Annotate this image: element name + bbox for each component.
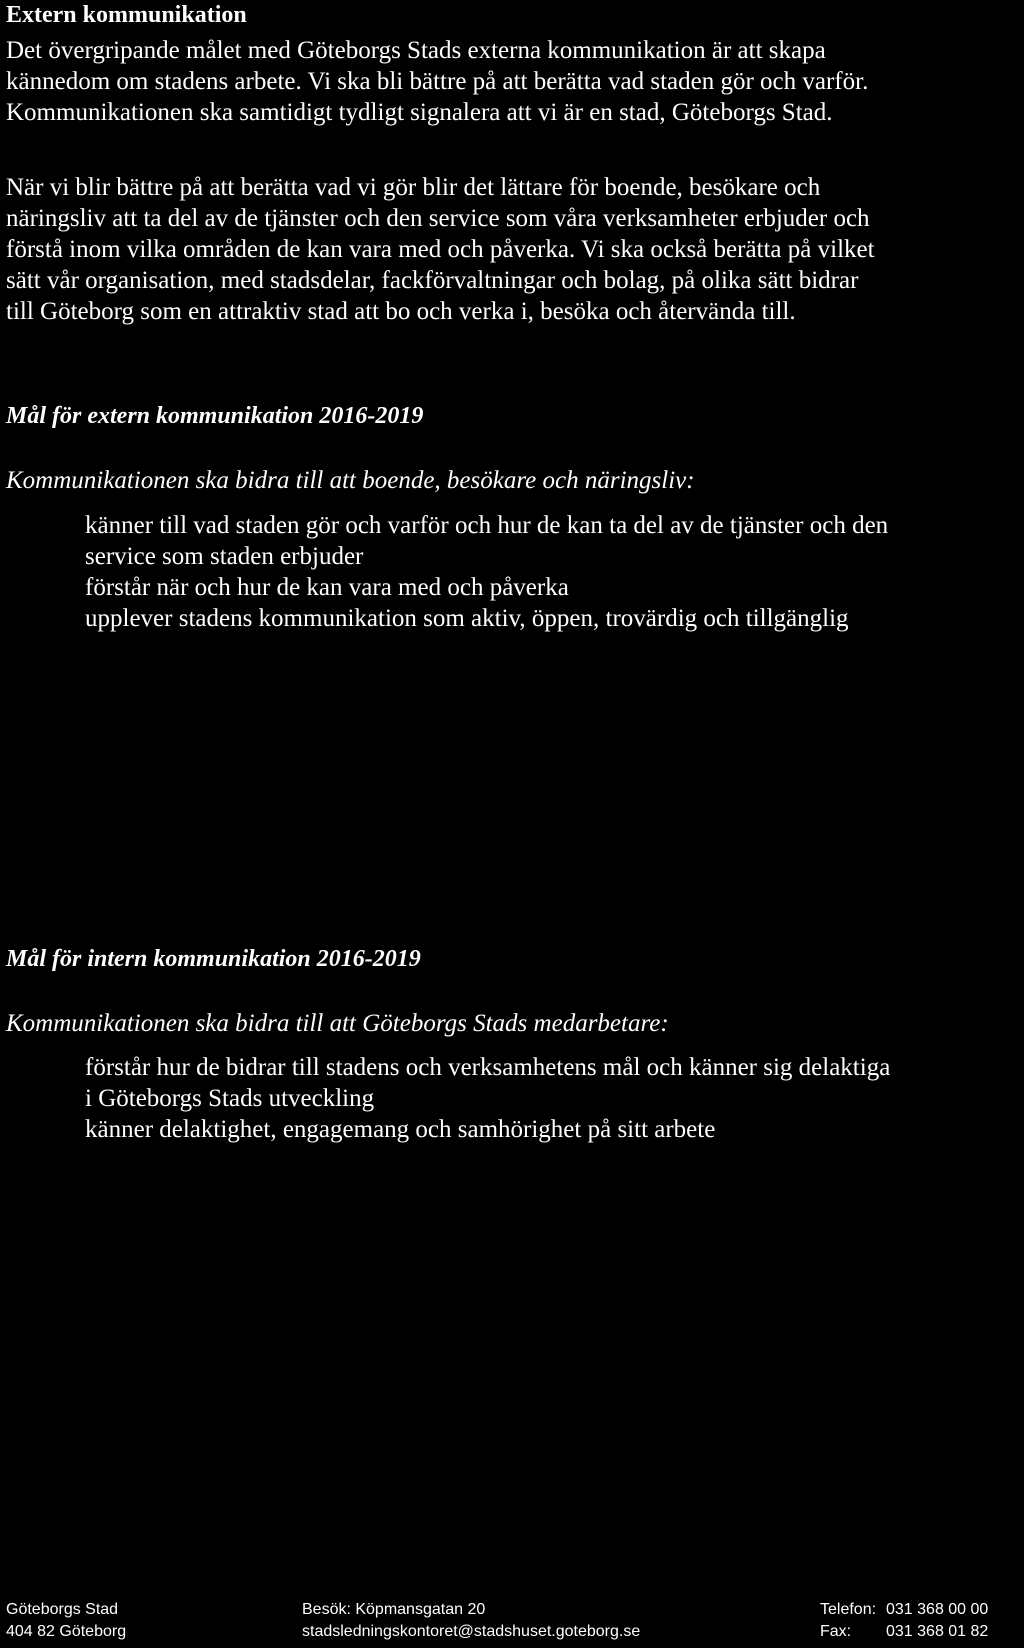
phone-label: Telefon:	[820, 1601, 877, 1618]
internal-goals-intro: Kommunikationen ska bidra till att Göteborgs Stads medarbetare:	[6, 1010, 669, 1037]
footer-organization	[6, 1599, 126, 1643]
paragraph-line: Det övergripande målet med Göteborgs Stads externa kommunikation är att skapa	[6, 37, 826, 64]
list-item: känner till vad staden gör och varför och hur de kan ta del av de tjänster och den	[85, 512, 889, 539]
list-item: förstår när och hur de kan vara med och påverka	[85, 574, 569, 601]
paragraph-line: näringsliv att ta del av de tjänster och den service som våra verksamheter erbjuder och	[6, 205, 870, 232]
footer-contact	[302, 1599, 640, 1643]
paragraph-line: När vi blir bättre på att berätta vad vi gör blir det lättare för boende, besökare och	[6, 174, 821, 201]
footer-phone-fax	[820, 1599, 988, 1643]
list-item: i Göteborgs Stads utveckling	[85, 1085, 375, 1112]
footer-fax-row	[820, 1621, 988, 1643]
external-goals-intro: Kommunikationen ska bidra till att boende, besökare och näringsliv:	[6, 467, 695, 494]
fax-number: 031 368 01 82	[886, 1623, 989, 1640]
phone-number: 031 368 00 00	[886, 1601, 989, 1618]
fax-label: Fax:	[820, 1623, 852, 1640]
internal-goals-heading: Mål för intern kommunikation 2016-2019	[6, 946, 421, 972]
list-item: känner delaktighet, engagemang och samhörighet på sitt arbete	[85, 1116, 716, 1143]
footer-org-postal: 404 82 Göteborg	[6, 1623, 127, 1640]
paragraph-line: kännedom om stadens arbete. Vi ska bli bättre på att berätta vad staden gör och varför.	[6, 68, 869, 95]
footer-email[interactable]: stadsledningskontoret@stadshuset.goteborg.se	[302, 1623, 641, 1640]
list-item: upplever stadens kommunikation som aktiv, öppen, trovärdig och tillgänglig	[85, 605, 849, 632]
intro-paragraph	[6, 35, 868, 128]
paragraph-line: förstå inom vilka områden de kan vara med och påverka. Vi ska också berätta på vilket	[6, 236, 875, 263]
paragraph-line: till Göteborg som en attraktiv stad att bo och verka i, besöka och återvända till.	[6, 298, 796, 325]
footer-org-name: Göteborgs Stad	[6, 1601, 119, 1618]
footer-visit-address: Besök: Köpmansgatan 20	[302, 1601, 486, 1618]
page-title: Extern kommunikation	[6, 2, 247, 28]
external-goals-heading: Mål för extern kommunikation 2016-2019	[6, 403, 424, 429]
body-paragraph	[6, 172, 875, 327]
paragraph-line: sätt vår organisation, med stadsdelar, fackförvaltningar och bolag, på olika sätt bidrar	[6, 267, 859, 294]
internal-goals-list	[85, 1052, 890, 1145]
paragraph-line: Kommunikationen ska samtidigt tydligt signalera att vi är en stad, Göteborgs Stad.	[6, 99, 833, 126]
footer-phone-row	[820, 1599, 988, 1621]
external-goals-list	[85, 510, 888, 634]
list-item: förstår hur de bidrar till stadens och verksamhetens mål och känner sig delaktiga	[85, 1054, 891, 1081]
list-item: service som staden erbjuder	[85, 543, 364, 570]
